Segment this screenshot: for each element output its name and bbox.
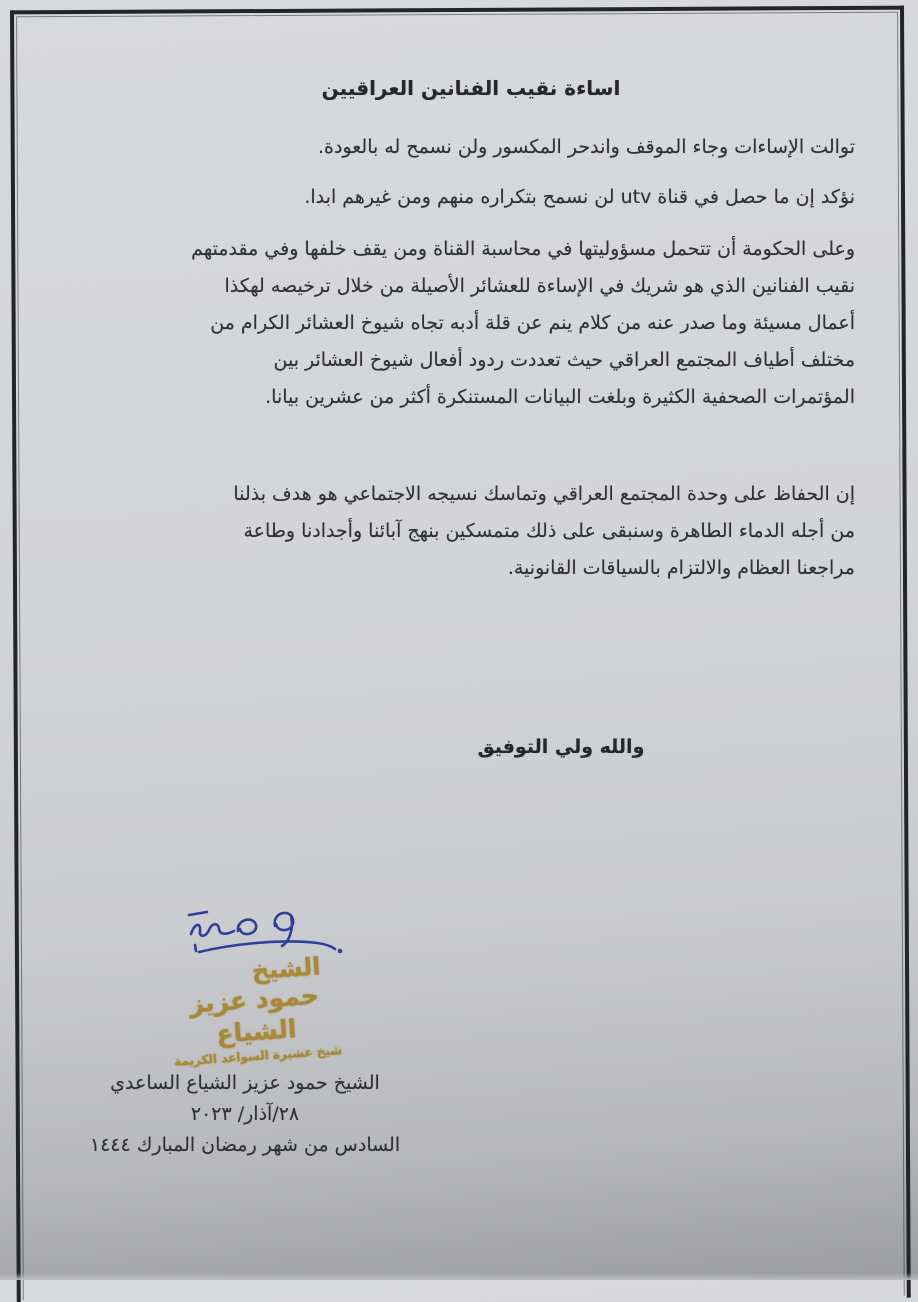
paragraph-line: إن الحفاظ على وحدة المجتمع العراقي وتماسك نسيجه الاجتماعي هو هدف بذلنا xyxy=(233,483,855,505)
stamp-line-1: الشيخ xyxy=(250,952,322,986)
stamp-line-3: شيخ عشيرة السواعد الكريمة xyxy=(173,1043,343,1069)
paragraph-line: من أجله الدماء الطاهرة وسنبقى على ذلك متمسكين بنهج آبائنا وأجدادنا وطاعة xyxy=(243,520,855,542)
paragraph-line: نؤكد إن ما حصل في قناة utv لن نسمح بتكراره منهم ومن غيرهم ابدا. xyxy=(304,186,855,208)
paragraph-line: مختلف أطياف المجتمع العراقي حيث تعددت ردود أفعال شيوخ العشائر بين xyxy=(273,349,855,371)
closing-phrase: والله ولي التوفيق xyxy=(477,736,645,758)
paragraph xyxy=(60,476,855,587)
paragraph xyxy=(60,129,855,166)
signatory-name: الشيخ حمود عزيز الشياع الساعدي xyxy=(110,1072,380,1094)
paragraph-line: توالت الإساءات وجاء الموقف واندحر المكسور ولن نسمح له بالعودة. xyxy=(318,136,855,158)
sheikh-stamp xyxy=(145,951,366,1072)
paragraph-line: وعلى الحكومة أن تتحمل مسؤوليتها في محاسبة القناة ومن يقف خلفها وفي مقدمتهم xyxy=(191,238,855,260)
stamp-line-2: حمود عزيز الشياع xyxy=(188,980,320,1049)
paragraph-line: مراجعنا العظام والالتزام بالسياقات القانونية. xyxy=(507,557,855,579)
paragraph xyxy=(60,231,855,416)
paragraph-line: المؤتمرات الصحفية الكثيرة وبلغت البيانات المستنكرة أكثر من عشرين بيانا. xyxy=(265,386,855,408)
signatory-block xyxy=(78,1068,412,1161)
letter-title: اساءة نقيب الفنانين العراقيين xyxy=(321,76,621,100)
paragraph-line: أعمال مسيئة وما صدر عنه من كلام ينم عن قلة أدبه تجاه شيوخ العشائر الكرام من xyxy=(210,312,855,334)
paragraph-line: نقيب الفنانين الذي هو شريك في الإساءة للعشائر الأصيلة من خلال ترخيصه لهكذا xyxy=(224,275,855,297)
paragraph xyxy=(60,179,855,216)
date-gregorian: ٢٨/آذار/ ٢٠٢٣ xyxy=(190,1103,300,1125)
photo-bottom-edge xyxy=(0,1273,918,1280)
date-hijri: السادس من شهر رمضان المبارك ١٤٤٤ xyxy=(89,1134,401,1156)
